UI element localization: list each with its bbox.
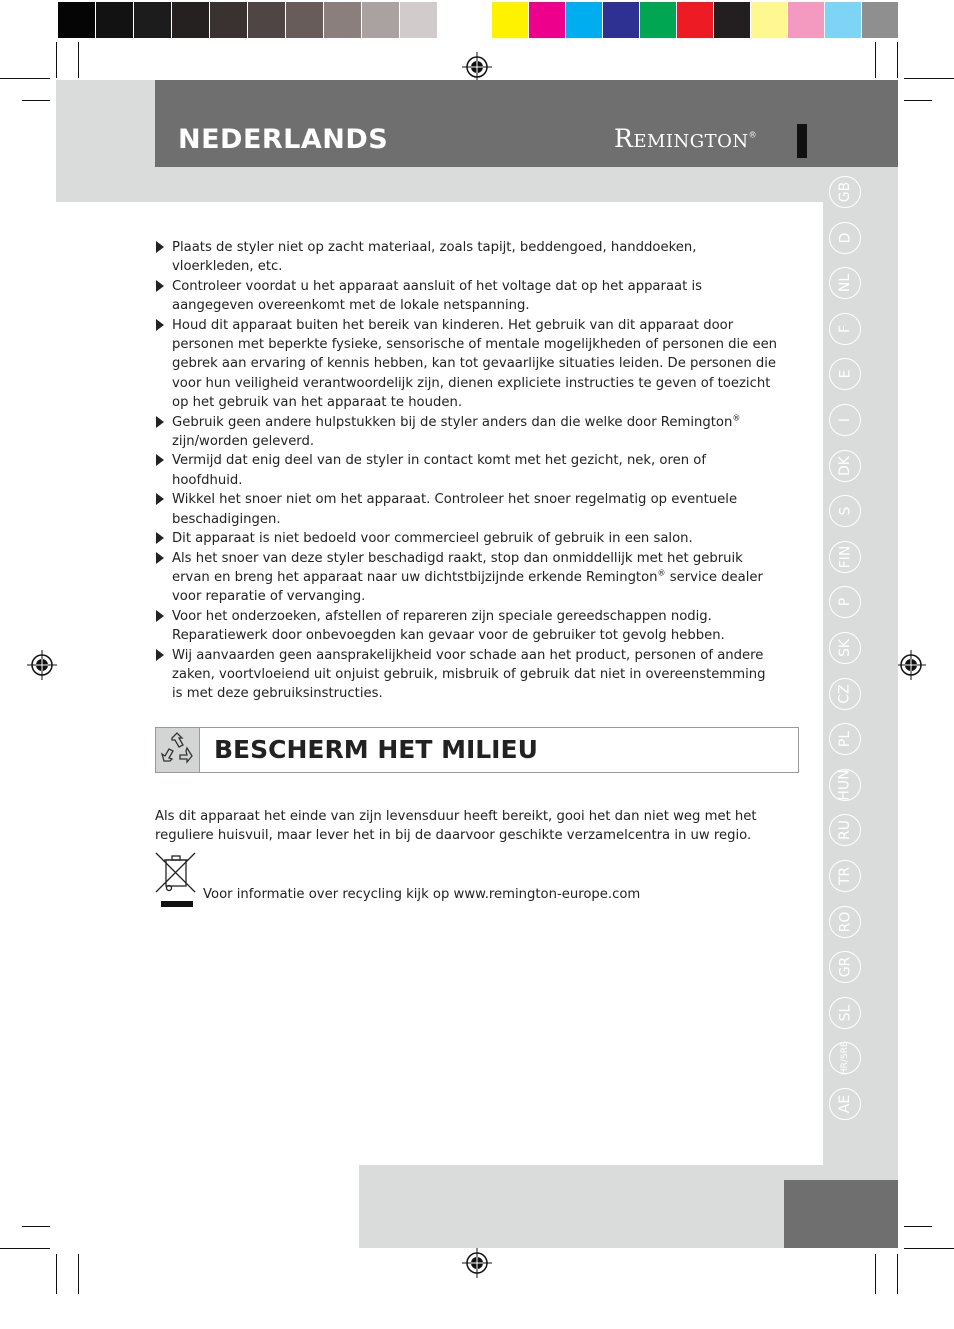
list-item-text: Houd dit apparaat buiten het bereik van kinderen. Het gebruik van dit apparaat door personen met beperkte fysieke, sensorische of mentale mogelijkheden of personen die een gebrek aan ervaring of kennis hebben, kan tot gevaarlijke situaties leiden. De personen die voor hun veiligheid verantwoordelijk zijn, dienen expliciete instructies te geven of toezicht op het gebruik van het apparaat te houden. (172, 317, 778, 411)
language-code: RO (837, 911, 853, 932)
color-swatch (751, 2, 788, 38)
grey-swatch (248, 2, 286, 38)
language-code: DK (837, 455, 853, 476)
list-item (155, 277, 780, 316)
crop-mark (56, 42, 57, 78)
color-swatch (825, 2, 862, 38)
grey-swatch (172, 2, 210, 38)
language-code: P (836, 598, 853, 607)
language-tab[interactable] (829, 450, 861, 482)
grey-swatch (58, 2, 96, 38)
list-item-text: Wikkel het snoer niet om het apparaat. Controleer het snoer regelmatig op eventuele beschadigingen. (172, 492, 738, 527)
registration-mark-icon (896, 650, 926, 680)
registration-mark-icon (462, 52, 492, 82)
brand-name: EMINGTON (633, 131, 749, 152)
grey-swatch (400, 2, 438, 38)
language-code: PL (837, 731, 853, 748)
list-item (155, 549, 780, 607)
crop-mark (78, 42, 79, 78)
language-tab[interactable] (829, 541, 861, 573)
bullet-triangle-icon (156, 532, 164, 544)
crop-mark (904, 1248, 954, 1249)
bullet-triangle-icon (156, 454, 164, 466)
grey-swatch (96, 2, 134, 38)
list-item-text: Als het snoer van deze styler beschadigd raakt, stop dan onmiddellijk met het gebruik ervan en breng het apparaat naar uw dichtstbijzijnde erkende Remington (172, 550, 743, 585)
list-item-text: Controleer voordat u het apparaat aansluit of het voltage dat op het apparaat is aangegeven overeenkomt met de lokale netspanning. (172, 278, 702, 314)
color-swatch (714, 2, 751, 38)
crop-mark (22, 100, 50, 101)
recycle-icon (156, 728, 199, 772)
color-swatch (492, 2, 529, 38)
bullet-triangle-icon (156, 610, 164, 622)
list-item (155, 238, 780, 277)
grey-swatch (210, 2, 248, 38)
language-code: FIN (837, 545, 853, 569)
color-swatch (640, 2, 677, 38)
language-code: SK (836, 638, 853, 658)
language-code: GR (836, 956, 853, 978)
color-calibration-bar (58, 2, 899, 38)
language-code: RU (836, 820, 853, 841)
list-item (155, 451, 780, 490)
crop-mark (875, 1254, 876, 1294)
crop-mark (78, 1254, 79, 1294)
list-item (155, 413, 780, 452)
crop-mark (904, 78, 954, 79)
page-title: NEDERLANDS (178, 124, 389, 155)
brand-initial: R (614, 124, 634, 153)
brand-mark: ® (748, 130, 758, 140)
language-code: E (836, 369, 853, 379)
bullet-triangle-icon (156, 241, 164, 253)
language-tab[interactable] (829, 176, 861, 208)
language-tab[interactable] (829, 723, 861, 755)
grey-swatch (362, 2, 400, 38)
language-code: S (836, 506, 853, 516)
bullet-triangle-icon (156, 493, 164, 505)
list-item-text: Plaats de styler niet op zacht materiaal, zoals tapijt, beddengoed, handdoeken, vloerkleden, etc. (172, 240, 697, 275)
grey-swatch (134, 2, 172, 38)
disposal-paragraph: Als dit apparaat het einde van zijn levensduur heeft bereikt, gooi het dan niet weg met het reguliere huisvuil, maar lever het in bij de daarvoor geschikte verzamelcentra in uw regio. (155, 809, 757, 844)
color-swatch (529, 2, 566, 38)
list-item (155, 316, 780, 413)
language-code: SL (837, 1004, 853, 1022)
grey-swatch (324, 2, 362, 38)
grey-swatch (286, 2, 324, 38)
registered-mark: ® (732, 413, 741, 423)
bullet-triangle-icon (156, 552, 164, 564)
language-code: GB (836, 181, 853, 203)
crop-mark (904, 1226, 932, 1227)
crop-mark (897, 42, 898, 78)
registered-mark: ® (657, 568, 666, 578)
swatch-gap (476, 2, 492, 38)
language-code: HUN (837, 769, 853, 801)
color-swatch (603, 2, 640, 38)
section-title: BESCHERM HET MILIEU (214, 735, 538, 764)
crop-mark (56, 1254, 57, 1294)
bullet-triangle-icon (156, 416, 164, 428)
language-tab[interactable] (829, 632, 861, 664)
list-item-text: Wij aanvaarden geen aansprakelijkheid voor schade aan het product, personen of andere zaken, voortvloeiend uit onjuist gebruik, misbruik of gebruik dat niet in overeenstemming is met deze gebruiksinstructies. (172, 647, 766, 702)
color-swatch (566, 2, 603, 38)
list-item (155, 529, 780, 548)
section-heading-box (155, 727, 799, 773)
crop-mark (897, 1254, 898, 1294)
language-tab[interactable] (829, 495, 861, 527)
language-code: AE (837, 1094, 853, 1114)
list-item (155, 607, 780, 646)
list-item-text: Gebruik geen andere hulpstukken bij de styler anders dan die welke door Remington (172, 414, 733, 430)
recycling-info: Voor informatie over recycling kijk op www.remington-europe.com (203, 887, 641, 902)
language-tab[interactable] (829, 222, 861, 254)
language-tab[interactable] (829, 267, 861, 299)
language-code: HR/SRB (840, 1041, 851, 1076)
color-swatch (862, 2, 899, 38)
list-item (155, 646, 780, 704)
language-code: D (837, 232, 853, 243)
brand-logo (614, 124, 757, 153)
language-code: TR (837, 866, 853, 886)
page-number-tab (784, 1180, 898, 1248)
language-tab[interactable] (829, 678, 861, 710)
crop-mark (22, 1226, 50, 1227)
bullet-triangle-icon (156, 649, 164, 661)
language-tab[interactable] (829, 906, 861, 938)
language-tab[interactable] (829, 951, 861, 983)
language-code: NL (837, 274, 853, 293)
grey-swatch (438, 2, 476, 38)
language-tab[interactable] (829, 404, 861, 436)
list-item-text: zijn/worden geleverd. (172, 434, 315, 450)
crop-mark (904, 100, 932, 101)
language-code: F (837, 324, 853, 333)
color-swatch (677, 2, 714, 38)
registration-mark-icon (27, 650, 57, 680)
registration-mark-icon (462, 1248, 492, 1278)
crossed-bin-icon (155, 852, 197, 910)
crop-mark (875, 42, 876, 78)
list-item-text: Vermijd dat enig deel van de styler in contact komt met het gezicht, nek, oren of hoofdhuid. (172, 453, 707, 488)
crop-mark (0, 78, 50, 79)
language-tab[interactable] (829, 769, 861, 801)
list-item-text: Voor het onderzoeken, afstellen of repareren zijn speciale gereedschappen nodig. Reparatiewerk door onbevoegden kan gevaar voor de gebruiker tot gevolg hebben. (172, 608, 725, 644)
language-code: I (836, 417, 853, 423)
language-tab[interactable] (829, 997, 861, 1029)
list-item (155, 490, 780, 529)
language-code: CZ (837, 683, 853, 704)
crop-mark (0, 1248, 50, 1249)
list-item-text: Dit apparaat is niet bedoeld voor commercieel gebruik of gebruik in een salon. (172, 531, 693, 547)
bullet-triangle-icon (156, 280, 164, 292)
list-item-text: service dealer voor reparatie of vervanging. (172, 569, 763, 605)
safety-instructions-list (155, 238, 780, 704)
language-tab[interactable] (829, 313, 861, 345)
brand-bar (797, 124, 807, 158)
language-tab[interactable] (829, 860, 861, 892)
language-tab[interactable] (829, 1088, 861, 1120)
color-swatch (788, 2, 825, 38)
recycle-icon-box (156, 728, 200, 772)
bullet-triangle-icon (156, 319, 164, 331)
